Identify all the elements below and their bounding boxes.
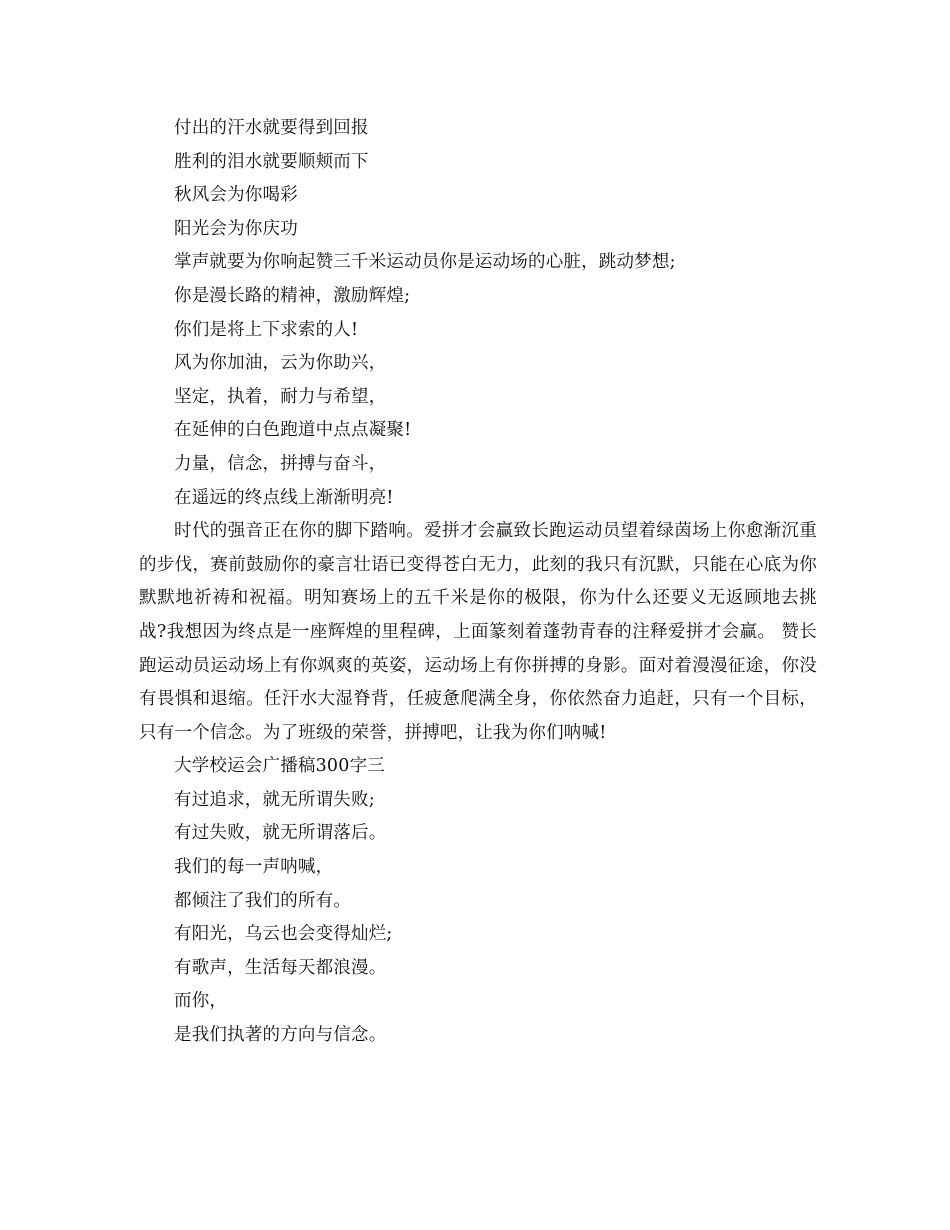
text-line: 在延伸的白色跑道中点点凝聚!: [174, 420, 412, 441]
text-line: 有阳光，乌云也会变得灿烂;: [174, 924, 393, 945]
section-heading: 大学校运会广播稿300字三: [174, 756, 386, 777]
text-line: 是我们执著的方向与信念。: [174, 1025, 387, 1046]
text-line: 胜利的泪水就要顺颊而下: [174, 151, 369, 172]
text-line: 风为你加油，云为你助兴，: [174, 353, 387, 374]
text-line: 有歌声，生活每天都浪漫。: [174, 957, 387, 978]
text-line: 你们是将上下求索的人!: [174, 319, 359, 340]
body-paragraph: 时代的强音正在你的脚下踏响。爱拼才会赢致长跑运动员望着绿茵场上你愈渐沉重的步伐，赛前鼓励你的豪言壮语已变得苍白无力，此刻的我只有沉默，只能在心底为你默默地祈祷和祝福。明知赛场上的五千米是你的极限，你为什么还要义无返顾地去挑战?我想因为终点是一座辉煌的里程碑，上面篆刻着蓬勃青春的注释爱拼才会赢。 赞长跑运动员运动场上有你飒爽的英姿，运动场上有你拼搏的身影。面对着漫漫征途，你没有畏惧和退缩。任汗水大湿脊背，任疲惫爬满全身，你依然奋力追赶，只有一个目标，只有一个信念。为了班级的荣誉，拼搏吧，让我为你们呐喊!: [139, 521, 817, 743]
text-line: 有过追求，就无所谓失败;: [174, 789, 375, 810]
text-line: 在遥远的终点线上渐渐明亮!: [174, 487, 394, 508]
text-line: 坚定，执着，耐力与希望，: [174, 386, 387, 407]
text-line: 秋风会为你喝彩: [174, 185, 298, 206]
text-line: 力量，信念，拼搏与奋斗，: [174, 453, 387, 474]
text-line: 都倾注了我们的所有。: [174, 890, 351, 911]
text-line: 我们的每一声呐喊，: [174, 857, 334, 878]
text-line: 付出的汗水就要得到回报: [174, 118, 369, 138]
text-line: 你是漫长路的精神，激励辉煌;: [174, 285, 411, 306]
text-line: 而你，: [174, 991, 228, 1012]
text-line: 阳光会为你庆功: [174, 218, 298, 239]
text-line: 有过失败，就无所谓落后。: [174, 823, 387, 844]
document-body: [139, 112, 817, 1053]
text-line: 掌声就要为你响起赞三千米运动员你是运动场的心脏，跳动梦想;: [174, 252, 676, 273]
